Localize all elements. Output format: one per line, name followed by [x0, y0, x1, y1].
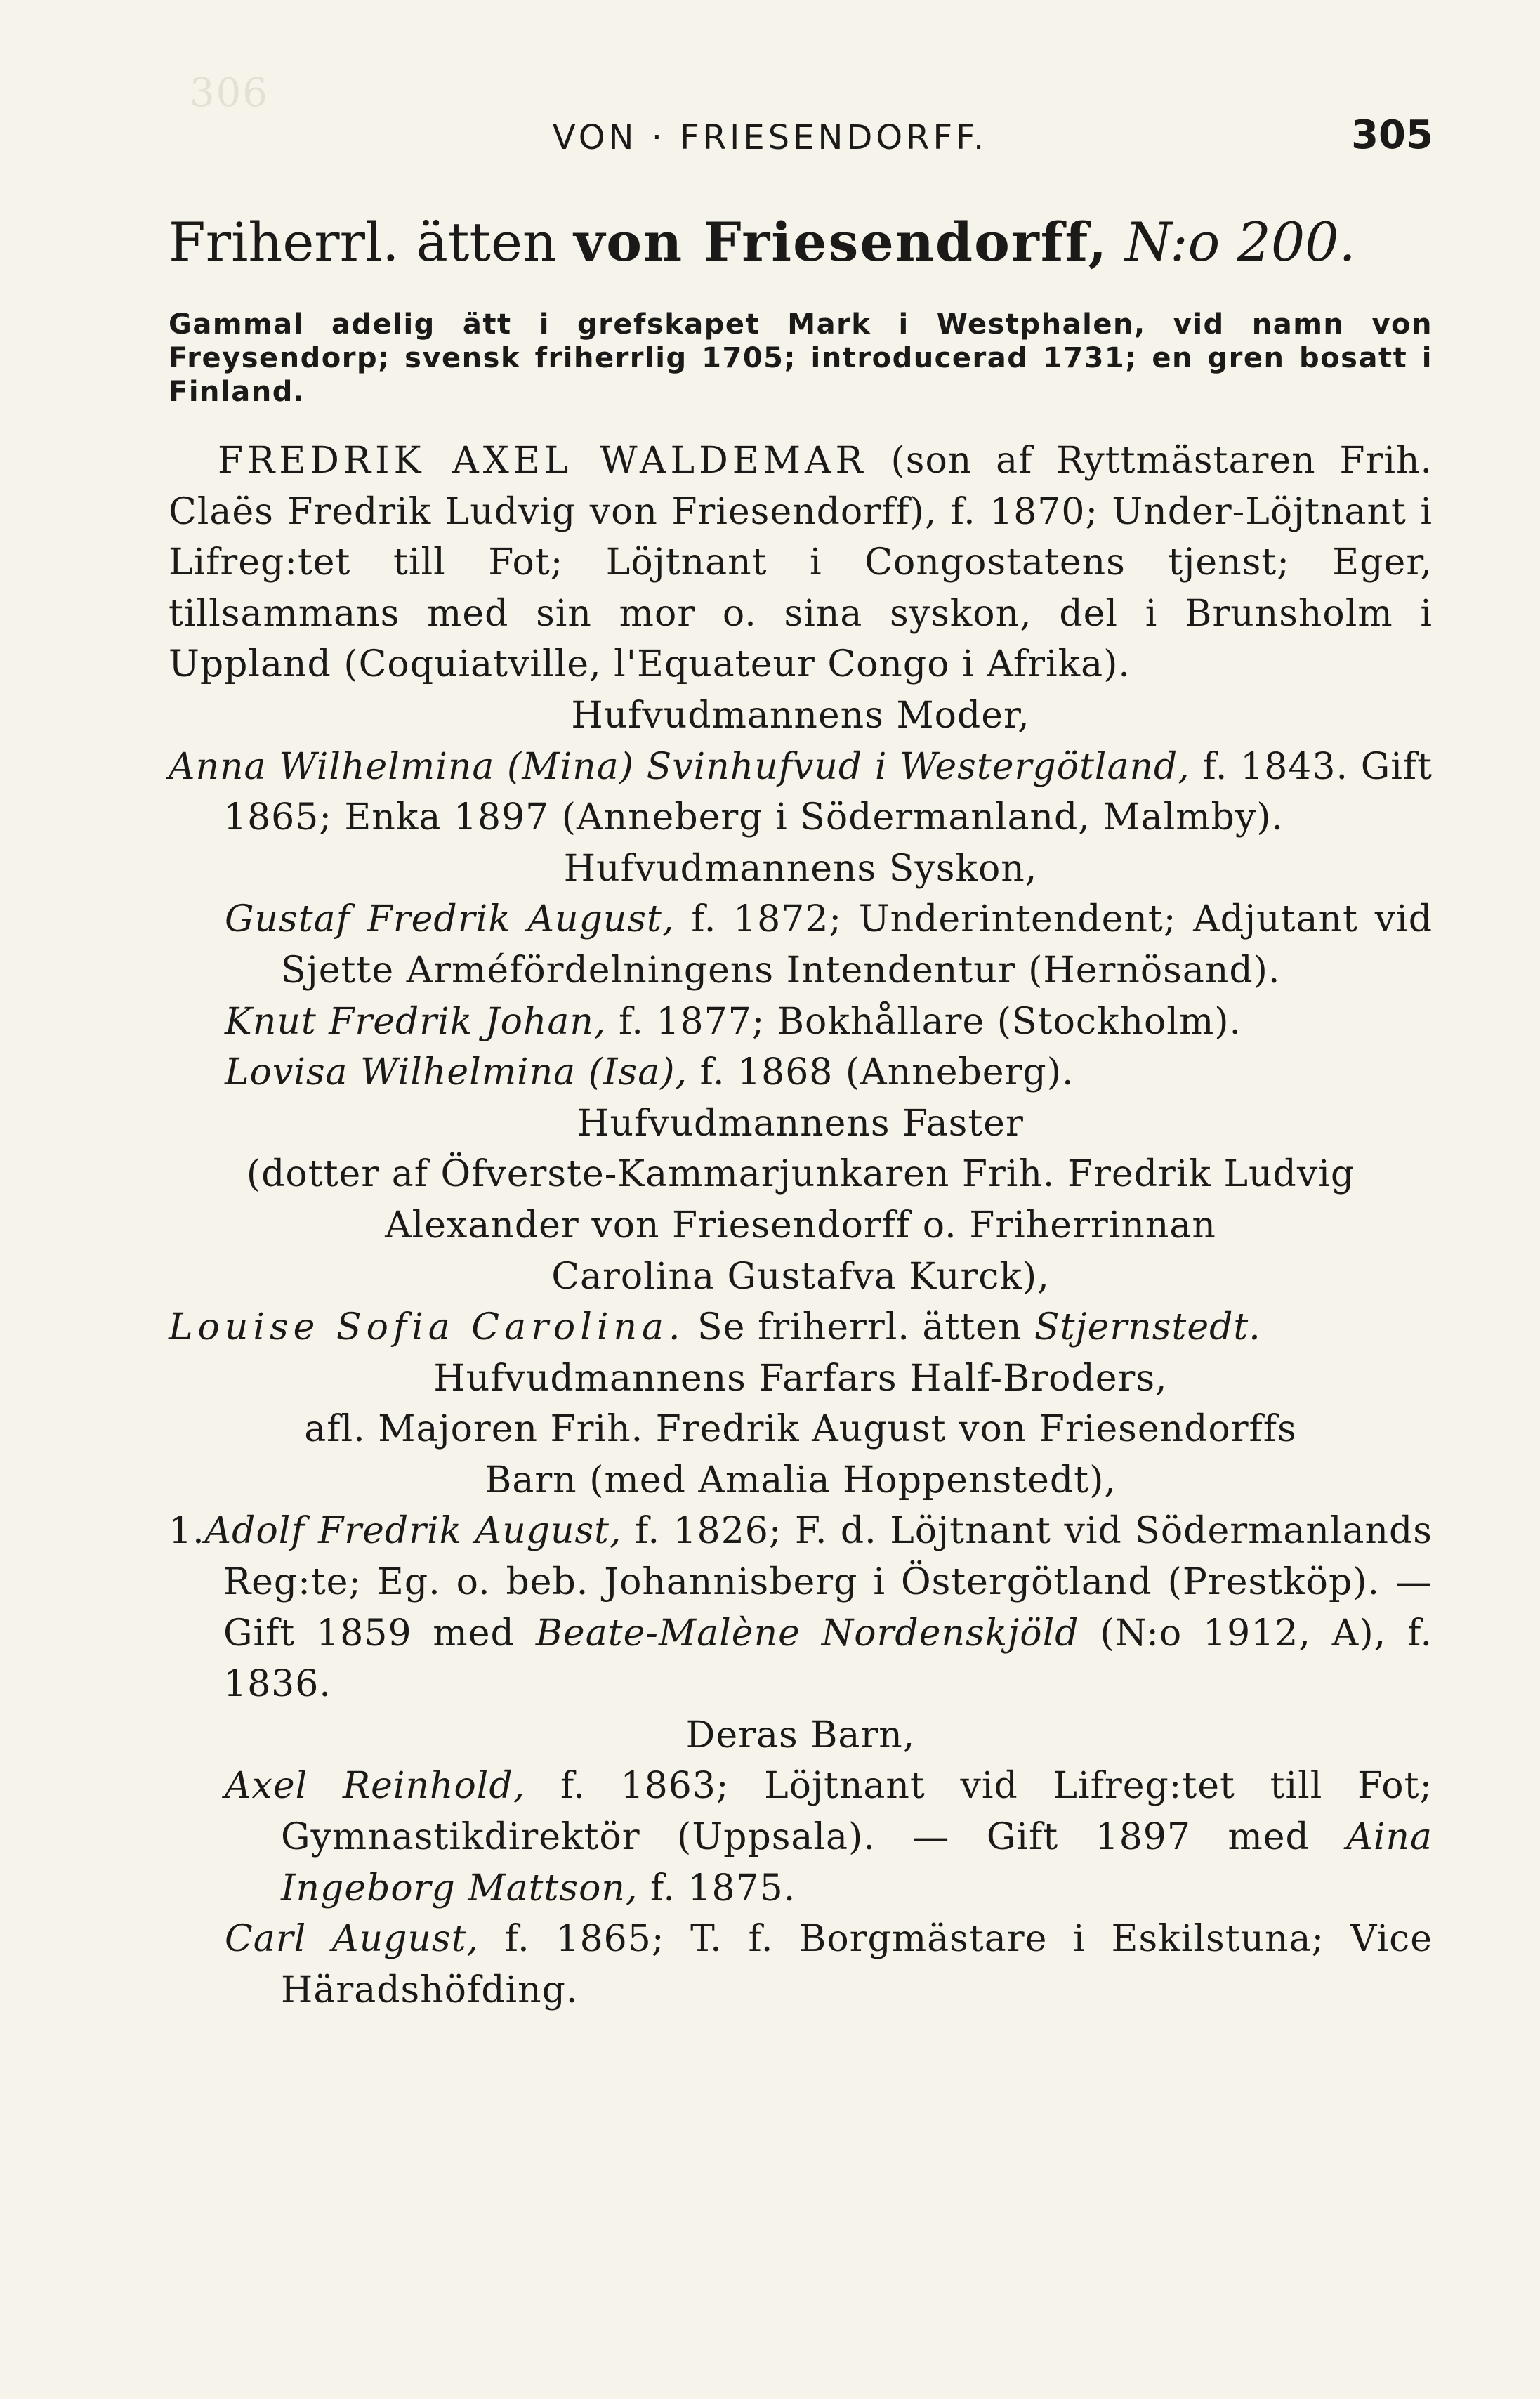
section-heading-siblings: Hufvudmannens Syskon,: [563, 847, 1038, 890]
grandchild-entry: [169, 1761, 1433, 1914]
sibling-name: Gustaf Fredrik August,: [225, 898, 675, 941]
item-number: 1.: [169, 1510, 205, 1553]
aunt-text: Se friherrl. ätten: [685, 1306, 1034, 1349]
aunt-reference: Stjernstedt.: [1034, 1306, 1261, 1349]
aunt-entry: [169, 1302, 1433, 1353]
family-heading: [169, 211, 1433, 273]
running-title: VON · FRIESENDORFF.: [552, 118, 988, 157]
granduncle-child-entry: [169, 1506, 1433, 1709]
heading-family-name: von Friesendorff,: [574, 211, 1108, 273]
head-of-family-text: (son af Ryttmästaren Frih. Claës Fredrik Ludvig von Friesendorff), f. 1870; Under-Löjtnant i Lifreg:tet till Fot; Löjtnant i Congostatens tjenst; Eger, tillsammans med sin mor o. sina syskon, del i Brunsholm i Uppland (Coquiatville, l'Equateur Congo i Afrika).: [169, 440, 1433, 686]
head-of-family-name: FREDRIK AXEL WALDEMAR: [218, 440, 867, 482]
granduncle-line: afl. Majoren Frih. Fredrik August von Friesendorffs: [304, 1408, 1297, 1451]
head-of-family-entry: [169, 435, 1433, 690]
section-heading-granduncle: Hufvudmannens Farfars Half-Broders,: [433, 1357, 1168, 1400]
sibling-entry: [169, 894, 1433, 996]
heading-prefix: Friherrl. ätten: [169, 211, 557, 273]
section-heading-mother: Hufvudmannens Moder,: [571, 694, 1030, 737]
granduncle-line: Barn (med Amalia Hoppenstedt),: [485, 1459, 1117, 1501]
grandchild-name: Carl August,: [225, 1918, 479, 1961]
page-number: 305: [1351, 112, 1433, 158]
sibling-entry: [169, 997, 1433, 1048]
aunt-parentage-line: Carolina Gustafva Kurck),: [551, 1255, 1050, 1298]
section-heading-aunt: Hufvudmannens Faster: [577, 1102, 1024, 1145]
sibling-text: f. 1872; Underintendent; Adjutant vid Sjette Arméfördelningens Intendentur (Hernösand).: [281, 898, 1433, 992]
bleed-through-page-number: 306: [190, 70, 269, 116]
section-heading-their-children: Deras Barn,: [685, 1714, 916, 1756]
sibling-text: f. 1877; Bokhållare (Stockholm).: [606, 1000, 1242, 1043]
aunt-parentage-line: (dotter af Öfverste-Kammarjunkaren Frih. Fredrik Ludvig: [246, 1153, 1355, 1196]
grandchild-text: f. 1865; T. f. Borgmästare i Eskilstuna; Vice Häradshöfding.: [281, 1918, 1433, 2011]
sibling-name: Lovisa Wilhelmina (Isa),: [225, 1051, 688, 1094]
mother-name: Anna Wilhelmina (Mina) Svinhufvud i Westergötland,: [169, 745, 1190, 788]
grandchild-spouse: Aina Ingeborg Mattson,: [281, 1816, 1433, 1910]
mother-text: f. 1843. Gift 1865; Enka 1897 (Anneberg i Södermanland, Malmby).: [223, 745, 1433, 839]
grandchild-entry: [169, 1914, 1433, 2016]
child-text-2: (N:o 1912, A), f. 1836.: [223, 1612, 1433, 1706]
running-header: [0, 105, 1540, 169]
family-intro: Gammal adelig ätt i grefskapet Mark i Westphalen, vid namn von Freysendorp; svensk friherrlig 1705; introducerad 1731; en gren bosatt i Finland.: [169, 308, 1433, 408]
child-text: f. 1826; F. d. Löjtnant vid Södermanlands Reg:te; Eg. o. beb. Johannisberg i Östergötland (Prestköp). — Gift 1859 med: [223, 1510, 1433, 1655]
heading-number: N:o 200.: [1125, 211, 1356, 273]
spouse-name: Beate-Malène Nordenskjöld: [535, 1612, 1079, 1655]
grandchild-text: f. 1863; Löjtnant vid Lifreg:tet till Fot; Gymnastikdirektör (Uppsala). — Gift 1897 med: [281, 1765, 1433, 1859]
mother-entry: [169, 742, 1433, 843]
grandchild-name: Axel Reinhold,: [225, 1765, 526, 1808]
grandchild-text-2: f. 1875.: [638, 1867, 796, 1910]
aunt-parentage-line: Alexander von Friesendorff o. Friherrinnan: [385, 1204, 1216, 1247]
sibling-name: Knut Fredrik Johan,: [225, 1000, 607, 1043]
sibling-text: f. 1868 (Anneberg).: [687, 1051, 1074, 1094]
child-name: Adolf Fredrik August,: [204, 1510, 622, 1553]
sibling-entry: [169, 1047, 1433, 1098]
genealogy-body: [169, 435, 1433, 2016]
aunt-name: Louise Sofia Carolina.: [169, 1306, 685, 1349]
